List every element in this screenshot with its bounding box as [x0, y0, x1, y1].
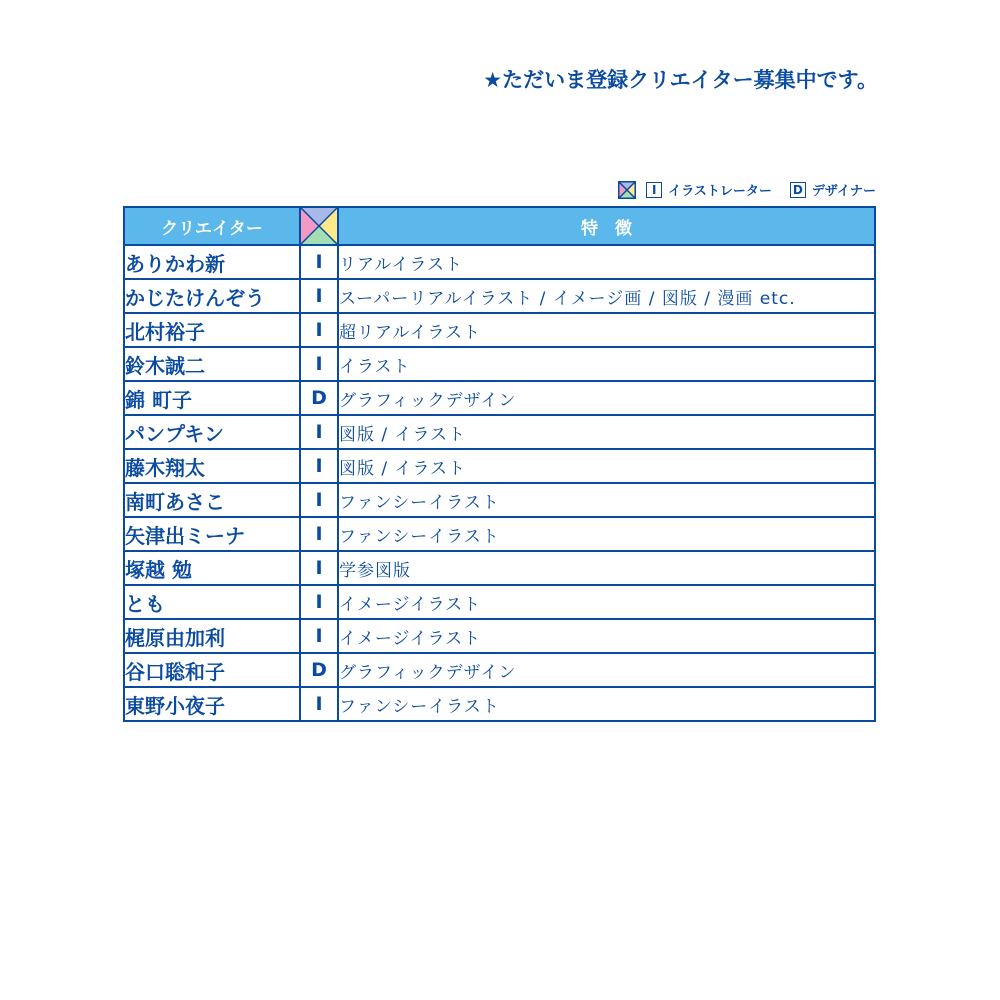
creator-feature: 図版 / イラスト [338, 449, 875, 483]
creator-feature: イメージイラスト [338, 619, 875, 653]
creator-table [123, 206, 876, 722]
table-row [124, 347, 875, 381]
table-row [124, 483, 875, 517]
legend-designer-code: D [790, 182, 806, 198]
table-row [124, 381, 875, 415]
table-row [124, 551, 875, 585]
creator-name: とも [124, 585, 300, 619]
table-row [124, 619, 875, 653]
creator-feature: ファンシーイラスト [338, 687, 875, 721]
creator-type: I [300, 245, 338, 279]
table-row [124, 279, 875, 313]
table-row [124, 449, 875, 483]
header-feature: 特 徴 [338, 207, 875, 245]
creator-name: 矢津出ミーナ [124, 517, 300, 551]
creator-feature: 学参図版 [338, 551, 875, 585]
table-row [124, 313, 875, 347]
header-creator: クリエイター [124, 207, 300, 245]
creator-name: ありかわ新 [124, 245, 300, 279]
table-header-row [124, 207, 875, 245]
creator-type: I [300, 347, 338, 381]
creator-name: 谷口聡和子 [124, 653, 300, 687]
creator-feature: グラフィックデザイン [338, 381, 875, 415]
creator-feature: 超リアルイラスト [338, 313, 875, 347]
recruitment-notice: ★ただいま登録クリエイター募集中です。 [483, 68, 878, 92]
creator-name: 錦 町子 [124, 381, 300, 415]
creator-feature: スーパーリアルイラスト / イメージ画 / 図版 / 漫画 etc. [338, 279, 875, 313]
creator-type: I [300, 279, 338, 313]
creator-name: 北村裕子 [124, 313, 300, 347]
creator-name: 藤木翔太 [124, 449, 300, 483]
legend-illustrator-label: イラストレーター [668, 184, 772, 199]
creator-type: I [300, 483, 338, 517]
creator-feature: イメージイラスト [338, 585, 875, 619]
table-row [124, 653, 875, 687]
table-row [124, 415, 875, 449]
creator-feature: ファンシーイラスト [338, 517, 875, 551]
type-column-icon [618, 181, 636, 199]
creator-table-body [124, 245, 875, 721]
creator-type: D [300, 653, 338, 687]
creator-type: I [300, 585, 338, 619]
creator-type: I [300, 619, 338, 653]
creator-name: 鈴木誠二 [124, 347, 300, 381]
creator-feature: イラスト [338, 347, 875, 381]
creator-type: I [300, 687, 338, 721]
creator-type: I [300, 415, 338, 449]
table-row [124, 245, 875, 279]
creator-feature: グラフィックデザイン [338, 653, 875, 687]
creator-type: I [300, 449, 338, 483]
creator-name: かじたけんぞう [124, 279, 300, 313]
creator-name: 塚越 勉 [124, 551, 300, 585]
creator-type: I [300, 517, 338, 551]
legend-designer-label: デザイナー [811, 184, 876, 199]
creator-type: I [300, 551, 338, 585]
legend [618, 180, 876, 199]
creator-name: 南町あさこ [124, 483, 300, 517]
table-row [124, 585, 875, 619]
legend-illustrator-code: I [646, 182, 662, 198]
table-row [124, 517, 875, 551]
creator-name: 東野小夜子 [124, 687, 300, 721]
table-row [124, 687, 875, 721]
creator-name: 梶原由加利 [124, 619, 300, 653]
creator-name: パンプキン [124, 415, 300, 449]
creator-type: I [300, 313, 338, 347]
creator-feature: ファンシーイラスト [338, 483, 875, 517]
creator-feature: リアルイラスト [338, 245, 875, 279]
creator-feature: 図版 / イラスト [338, 415, 875, 449]
creator-type: D [300, 381, 338, 415]
header-type-icon [300, 207, 338, 245]
